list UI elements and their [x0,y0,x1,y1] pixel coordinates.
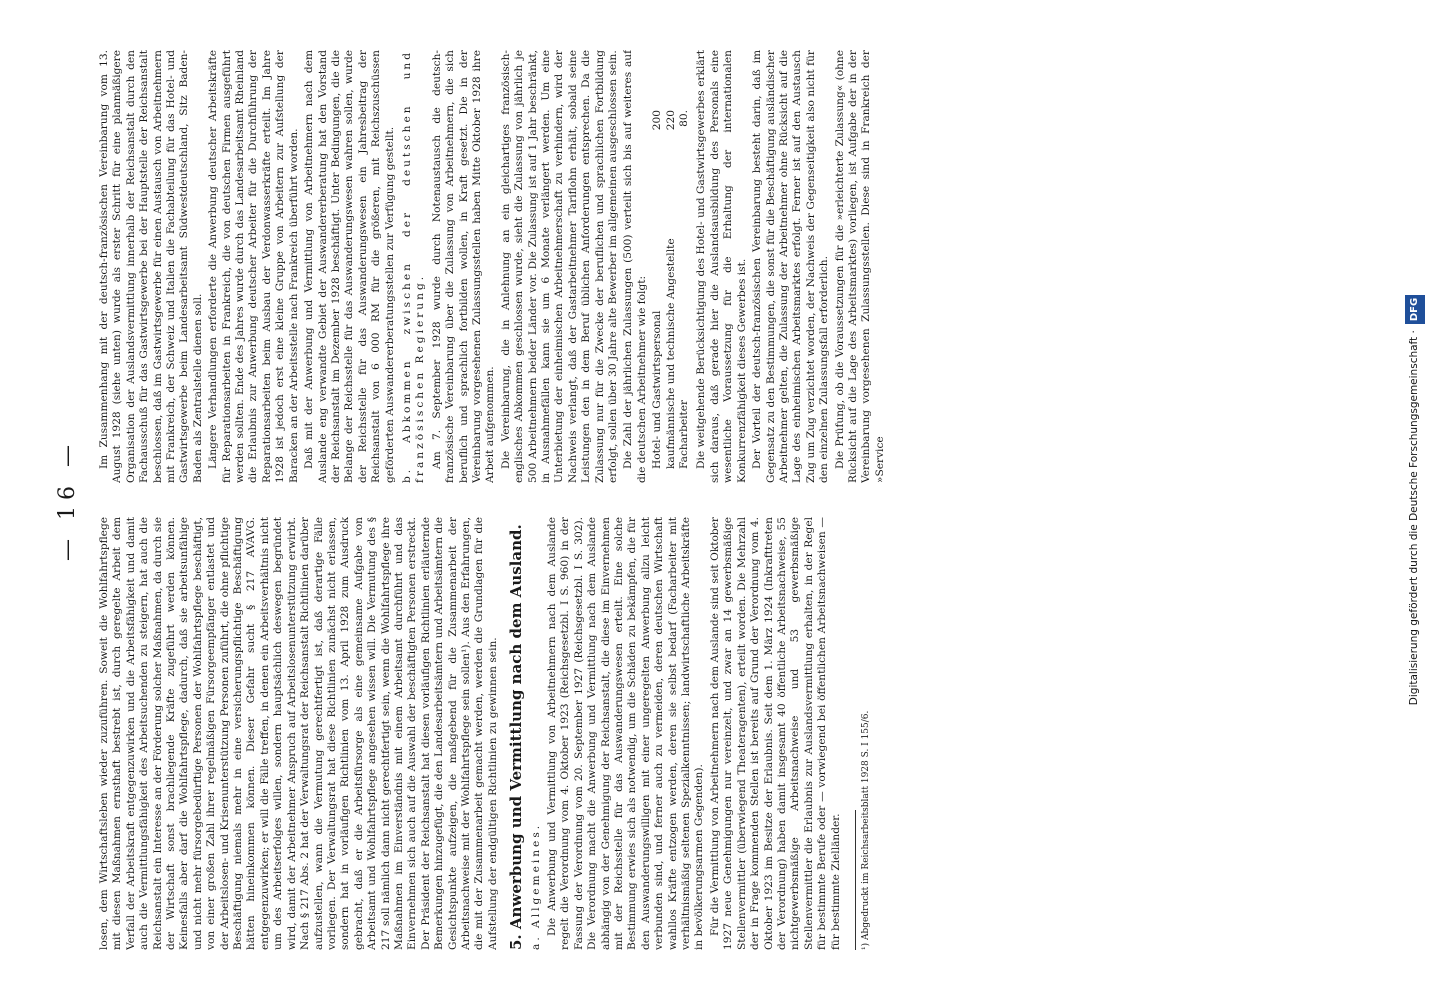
paragraph: Die Anwerbung und Vermittlung von Arbeitnehmern nach dem Auslande regelt die Verordnung vom 4. Oktober 1923 (Reichsgesetzbl. I S. 960) in der Fassung der Verordnung vom 20. September 1927 (Reichsgesetzbl. I S. 302). Die Verordnung macht die Anwerbung und Vermittlung nach dem Auslande abhängig von der Genehmigung der Reichsanstalt, die diese im Einvernehmen mit der Reichsstelle für das Auswanderungswesen erteilt. Eine solche Bestimmung erwies sich als notwendig, um die Schäden zu bekämpfen, die für den Auswanderungswilligen mit einer ungeregelten Anwerbung allzu leicht verbunden sind, und ferner auch zu vermeiden, deren deutschen Wirtschaft wahllos Kräfte entzogen werden, deren sie selbst bedarf (Facharbeiter mit verhältnismäßig seltenen Spezialkenntnissen; landwirtschaftliche Arbeitskräfte in bevölkerungsarmen Gegenden). [546,517,706,950]
footnote: ¹) Abgedruckt im Reichsarbeitsblatt 1928 S. I 155/6. [860,710,871,950]
list-item-value: 220 [664,110,677,131]
allocation-list [651,50,691,469]
sub-heading: a. Allgemeines. [529,822,542,950]
paragraph: Längere Verhandlungen erforderte die Anwerbung deutscher Arbeitskräfte für Reparationsarbeiten in Frankreich, die von deutschen Firmen ausgeführt werden sollten. Ende des Jahres wurde durch das Landesarbeitsamt Rheinland die Erlaubnis zur Anwerbung deutscher Arbeiter für die Durchführung der Reparationsarbeiten beim Ausbau der Verdonwasserkräfte erteilt. Im Jahre 1928 ist jedoch erst eine kleine Gruppe von Arbeitern zur Aufstellung der Baracken an der Arbeitsstelle nach Frankreich überführt worden. [207,50,300,483]
list-item-label: Facharbeiter [678,399,691,469]
dfg-logo: DFG [1405,295,1425,324]
list-item [665,50,678,469]
section-heading: 5. Anwerbung und Vermittlung nach dem Ausland. [507,524,526,950]
paragraph: Die Prüfung, ob die Voraussetzungen für die »erleichterte Zulassung« (ohne Rücksicht auf die Lage des Arbeitsmarktes) vorliegen, ist Aufgabe der in der Vereinbarung vorgesehenen Zulassungsstellen. Diese sind in Frankreich der »Service [833,50,886,483]
paragraph: Die Vereinbarung, die in Anlehnung an ein gleichartiges französisch-englisches Abkommen geschlossen wurde, sieht die Zulassung von jährlich je 500 Arbeitnehmern beider Länder vor. Die Zulassung ist auf 1 Jahr beschränkt, in Ausnahmefällen kann sie um 6 Monate verlängert werden. Um eine Unterbietung der einheimischen Arbeitnehmerschaft zu verhindern, wird der Nachweis verlangt, daß der Gastarbeitnehmer Tariflohn erhält, sobald seine Leistungen den in dem Beruf üblichen Anforderungen entsprechen. Da die Zulassung nur für die Zwecke der beruflichen und sprachlichen Fortbildung erfolgt, sollen über 30 Jahre alte Bewerber im allgemeinen ausgeschlossen sein. [499,50,620,483]
right-column [98,50,1358,483]
list-item-value: 80. [678,110,691,127]
sub-heading: b. Abkommen zwischen der deutschen und französischen Regierung. [400,50,427,483]
list-item-value: 200 [651,110,664,131]
paragraph: Die weitgehende Berücksichtigung des Hotel- und Gastwirtsgewerbes erklärt sich daraus, daß gerade hier die Auslandsausbildung des Personals eine wesentliche Voraussetzung für die Erhaltung der internationalen Konkurrenzfähigkeit dieses Gewerbes ist. [695,50,748,483]
paragraph: Die Zahl der jährlichen Zulassungen (500) verteilt sich bis auf weiteres auf die deutschen Arbeitnehmer wie folgt: [622,50,648,483]
document-page [27,10,1407,990]
paragraph: Der Vorteil der deutsch-französischen Vereinbarung besteht darin, daß im Gegensatz zu den Bestimmungen, die sonst für die Beschäftigung ausländischer Arbeitnehmer gelten, die Zulassung der Arbeitnehmer ohne Rücksicht auf die Lage des einheimischen Arbeitsmarktes erfolgt. Ferner ist auf den Austausch Zug um Zug verzichtet worden, der Nachweis der Gegenseitigkeit also nicht für den einzelnen Zulassungsfall erforderlich. [751,50,831,483]
page-number: — 16 — [55,439,80,561]
left-column [98,517,1358,950]
paragraph: Am 7. September 1928 wurde durch Notenaustausch die deutsch-französische Vereinbarung über die Zulassung von Arbeitnehmern, die sich beruflich und sprachlich fortbilden wollen, in Kraft gesetzt. Die in der Vereinbarung vorgesehenen Zulassungsstellen haben Mitte Oktober 1928 ihre Arbeit aufgenommen. [430,50,497,483]
list-item-label: Hotel- und Gastwirtspersonal [651,310,664,469]
text-columns [98,50,1358,950]
paragraph: Im Zusammenhang mit der deutsch-französischen Vereinbarung vom 13. August 1928 (siehe unten) wurde als erster Schritt für eine planmäßigere Organisation der Auslandsvermittlung innerhalb der Reichsanstalt durch den Fachausschuß für das Gastwirtsgewerbe bei der Hauptstelle der Reichsanstalt beschlossen, daß im Gastwirtsgewerbe für einen Austausch von Arbeitnehmern mit Frankreich, der Schweiz und Italien die Fachabteilung für das Hotel- und Gastwirtsgewerbe beim Landesarbeitsamt Südwestdeutschland, Sitz Baden-Baden als Zentralstelle dienen soll. [98,50,204,483]
digitization-credit [1404,10,1424,990]
list-item [678,50,691,469]
footnote-divider [855,810,856,950]
list-item [651,50,664,469]
list-item-label: kaufmännische und technische Angestellte [664,238,677,469]
paragraph: Für die Vermittlung von Arbeitnehmern nach dem Auslande sind seit Oktober 1927 neue Genehmigungen nur vereinzelt, und zwar an 14 gewerbsmäßige Stellenvermittler (überwiegend Theateragenten), erteilt worden. Die Mehrzahl der in Frage kommenden Stellen ist bereits auf Grund der Verordnung vom 4. Oktober 1923 im Besitze der Erlaubnis. Seit dem 1. März 1924 (Inkrafttreten der Verordnung) haben damit insgesamt 40 öffentliche Arbeitsnachweise, 55 nichtgewerbsmäßige Arbeitsnachweise und 53 gewerbsmäßige Stellenvermittler die Erlaubnis zur Auslandsvermittlung erhalten, in der Regel für bestimmte Berufe oder — vorwiegend bei öffentlichen Arbeitsnachweisen — für bestimmte Zielländer. [708,517,842,950]
credit-text: Digitalisierung gefördert durch die Deutsche Forschungsgemeinschaft · [1408,330,1420,706]
paragraph: losen, dem Wirtschaftsleben wieder zuzuführen. Soweit die Wohlfahrtspflege mit diesen Maßnahmen ernsthaft bestrebt ist, durch geregelte Arbeit dem Verfall der Arbeitskraft entgegenzuwirken und die Arbeitsfähigkeit und damit auch die Vermittlungsfähigkeit des Arbeitsuchenden zu steigern, hat auch die Reichsanstalt ein Interesse an der Förderung solcher Maßnahmen, da durch sie der Wirtschaft sonst brachliegende Kräfte zugeführt werden können. Keinesfalls aber darf die Wohlfahrtspflege, dadurch, daß sie arbeitsunfähige und nicht mehr fürsorgebedürftige Personen der Wohlfahrtspflege beschäftigt, von einer großen Zahl ihrer regelmäßigen Fürsorgeempfänger entlastet und der Arbeitslosen- und Krisenunterstützung Personen zuführt, die ohne pflichtige Beschäftigung niemals mehr in eine versicherungspflichtige Beschäftigung hätten hineinkommen können. Dieser Gefahr sucht § 217 AVAVG. entgegenzuwirken; er will die Fälle treffen, in denen ein Arbeitsverhältnis nicht um des Arbeitserfolges willen, sondern hauptsächlich deswegen begründet wird, damit der Arbeitnehmer Anspruch auf Arbeitslosenunterstützung erwirbt. Nach § 217 Abs. 2 hat der Verwaltungsrat der Reichsanstalt Richtlinien darüber aufzustellen, wann die Vermutung gerechtfertigt ist, daß derartige Fälle vorliegen. Der Verwaltungsrat hat diese Richtlinien zunächst nicht erlassen, sondern hat in vorläufigen Richtlinien vom 13. April 1928 zum Ausdruck gebracht, daß er die Arbeitsfürsorge als eine gemeinsame Aufgabe von Arbeitsamt und Wohlfahrtspflege angesehen wissen will. Die Vermutung des § 217 soll nämlich dann nicht gerechtfertigt sein, wenn die Wohlfahrtspflege ihre Maßnahmen im Einverständnis mit einem Arbeitsamt durchführt und das Einvernehmen sich auch auf die Auswahl der beschäftigten Personen erstreckt. Der Präsident der Reichsanstalt hat diesen vorläufigen Richtlinien erläuternde Bemerkungen hinzugefügt, die den Landesarbeitsämtern und Arbeitsämtern die Gesichtspunkte aufzeigen, die maßgebend für die Zusammenarbeit der Arbeitsnachweise mit der Wohlfahrtspflege sein sollen¹). Aus den Erfahrungen, die mit der Zusammenarbeit gemacht werden, werden die Grundlagen für die Aufstellung der endgültigen Richtlinien zu gewinnen sein. [98,517,499,950]
paragraph: Daß mit der Anwerbung und Vermittlung von Arbeitnehmern nach dem Auslande eng verwandte Gebiet der Auswandererberatung hat den Vorstand der Reichsanstalt im Dezember 1928 beschäftigt. Unter Bedingungen, die die Belange der Reichsstelle für das Auswanderungswesen wahren sollen, wurde der Reichsstelle für das Auswanderungswesen ein Jahresbeitrag der Reichsanstalt von 6 000 RM für die größeren, mit Reichszuschüssen geförderten Auswandererberatungsstellen zur Verfügung gestellt. [303,50,396,483]
